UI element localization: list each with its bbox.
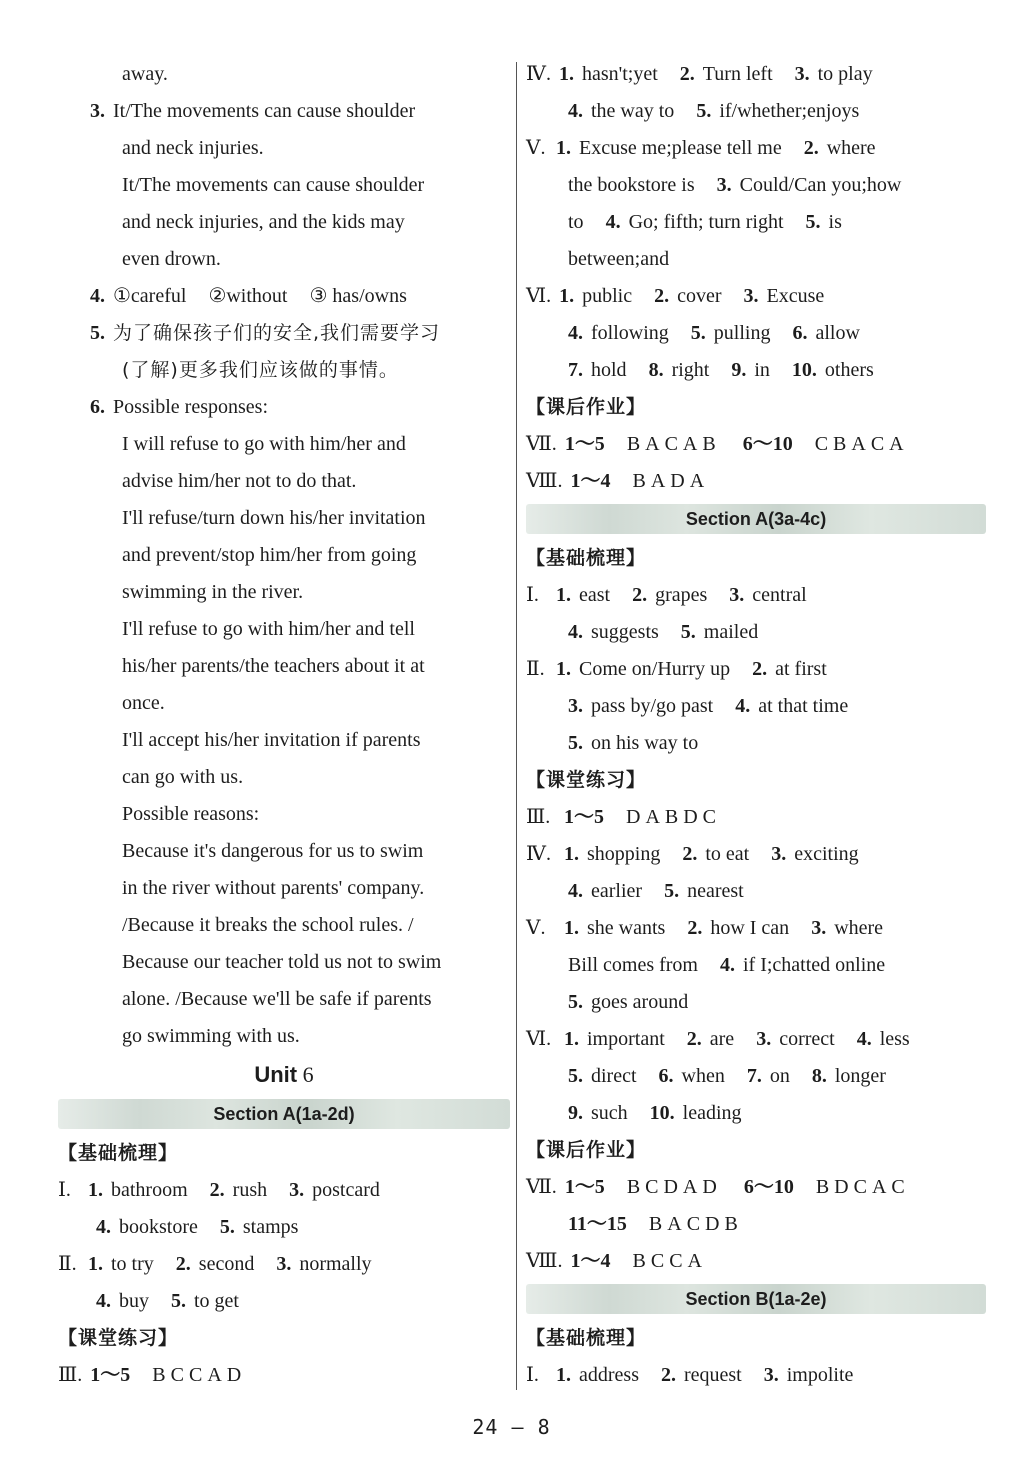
answer-text: Ⅰ. (526, 1364, 539, 1386)
item-number: 2. (209, 1179, 225, 1201)
answer-line (58, 1283, 510, 1320)
item-number: 4. (735, 695, 751, 717)
item-number: 11～15 (568, 1213, 627, 1235)
item-number: 4. (96, 1290, 111, 1312)
item-number: 3. (716, 174, 732, 196)
item-number: 4. (605, 211, 621, 233)
item-number: 1. (559, 285, 575, 307)
answer-line (526, 651, 986, 688)
item-number: 3. (289, 1179, 305, 1201)
item-number: 3. (811, 917, 827, 939)
answer-line (526, 614, 986, 651)
item-number: 5. (696, 100, 712, 122)
item-number: 4. (568, 621, 583, 643)
item-number: 2. (175, 1253, 191, 1275)
answer-text: cover (677, 285, 722, 307)
answer-line: his/her parents/the teachers about it at (122, 655, 425, 677)
answer-text: Bill comes from (568, 954, 698, 976)
answer-line: /Because it breaks the school rules. / (122, 914, 414, 936)
answer-line: I'll refuse to go with him/her and tell (122, 618, 415, 640)
item-number: 4. (856, 1028, 872, 1050)
answer-line (58, 1209, 510, 1246)
answer-text: Section A(1a-2d) (213, 1104, 355, 1124)
section-heading: 【基础梳理】 (526, 547, 647, 569)
answer-line (526, 56, 986, 93)
answer-text: where (826, 137, 876, 159)
answer-line (526, 1021, 986, 1058)
answer-text: stamps (242, 1216, 299, 1238)
answer-text: how I can (710, 917, 790, 939)
item-number: 4. (96, 1216, 111, 1238)
item-number: 1. (88, 1179, 103, 1201)
answer-line: advise him/her not to do that. (122, 470, 357, 492)
answer-line: between;and (568, 248, 670, 270)
answer-line (526, 352, 986, 389)
item-number: 1. (564, 917, 579, 939)
answer-text: less (879, 1028, 910, 1050)
answer-text: right (671, 359, 710, 381)
item-number: 6. (90, 396, 105, 418)
answer-text: shopping (587, 843, 661, 865)
item-number: 6～10 (742, 433, 793, 455)
item-number: 5. (805, 211, 821, 233)
answer-text: to eat (705, 843, 750, 865)
item-number: 3. (90, 100, 105, 122)
answer-line: and neck injuries, and the kids may (122, 211, 405, 233)
item-number: 1. (88, 1253, 103, 1275)
page-number: 24 — 8 (472, 1415, 551, 1439)
item-number: 1. (556, 658, 571, 680)
answer-text: bookstore (119, 1216, 198, 1238)
answer-text: ②without (208, 285, 288, 307)
answer-text: grapes (655, 584, 708, 606)
item-number: 5. (171, 1290, 186, 1312)
answer-text: BACAB (626, 433, 721, 455)
answer-text: BADA (632, 470, 710, 492)
answer-text: Ⅷ. (526, 470, 563, 492)
right-column (526, 56, 986, 1394)
item-number: 7. (568, 359, 583, 381)
answer-text: hasn't;yet (581, 63, 658, 85)
answer-text: 6 (302, 1062, 314, 1087)
section-heading: 【课后作业】 (526, 1139, 647, 1161)
item-number: 3. (771, 843, 787, 865)
answer-text: following (591, 322, 669, 344)
answer-text: Ⅲ. (526, 806, 551, 828)
item-number: 4. (568, 322, 583, 344)
answer-line (526, 836, 986, 873)
answer-text: pulling (713, 322, 771, 344)
answer-text: to (568, 211, 584, 233)
answer-text: mailed (703, 621, 759, 643)
item-number: 1～4 (570, 1250, 611, 1272)
item-number: 1. (556, 137, 571, 159)
answer-line: and neck injuries. (122, 137, 264, 159)
item-number: 3. (743, 285, 759, 307)
item-number: Unit (254, 1062, 298, 1087)
answer-line (526, 1058, 986, 1095)
answer-line (526, 1243, 986, 1280)
answer-line (526, 799, 986, 836)
answer-text: Ⅴ. (526, 137, 546, 159)
item-number: 4. (719, 954, 735, 976)
answer-text: if/whether;enjoys (719, 100, 860, 122)
left-column (58, 56, 510, 1394)
section-banner (526, 1284, 986, 1314)
answer-text: ①careful (113, 285, 187, 307)
section-heading: 【基础梳理】 (58, 1142, 179, 1164)
answer-text: Ⅵ. (526, 285, 552, 307)
answer-text: Excuse me;please tell me (579, 137, 782, 159)
answer-text: normally (299, 1253, 372, 1275)
answer-text: second (198, 1253, 255, 1275)
answer-text: Ⅰ. (58, 1179, 71, 1201)
answer-text: Could/Can you;how (739, 174, 902, 196)
item-number: 2. (632, 584, 648, 606)
answer-text: exciting (794, 843, 859, 865)
answer-line (58, 1246, 510, 1283)
column-divider (516, 62, 517, 1390)
answer-line: alone. /Because we'll be safe if parents (122, 988, 432, 1010)
item-number: 1. (558, 63, 574, 85)
item-number: 5. (690, 322, 706, 344)
answer-line (526, 426, 986, 463)
answer-text: Ⅳ. (526, 843, 551, 865)
item-number: 5. (568, 991, 583, 1013)
answer-line: go swimming with us. (122, 1025, 300, 1047)
answer-text: buy (119, 1290, 149, 1312)
answer-text: DABDC (626, 806, 722, 828)
answer-text: on his way to (591, 732, 699, 754)
answer-line: Possible reasons: (122, 803, 260, 825)
answer-text: Go; fifth; turn right (628, 211, 784, 233)
answer-line: It/The movements can cause shoulder (122, 174, 425, 196)
item-number: 1. (556, 1364, 571, 1386)
section-heading: 【课后作业】 (526, 396, 647, 418)
item-number: 4. (568, 880, 583, 902)
answer-text: the way to (591, 100, 675, 122)
answer-text: on (769, 1065, 790, 1087)
answer-line (526, 315, 986, 352)
answer-text: postcard (312, 1179, 380, 1201)
section-banner (526, 504, 986, 534)
answer-text: It/The movements can cause shoulder (113, 100, 416, 122)
answer-line (526, 167, 986, 204)
answer-text: Ⅷ. (526, 1250, 563, 1272)
answer-text: earlier (591, 880, 643, 902)
item-number: 1～5 (564, 806, 604, 828)
answer-text: in (754, 359, 770, 381)
item-number: 1～4 (570, 470, 611, 492)
answer-text: important (587, 1028, 665, 1050)
item-number: 3. (729, 584, 745, 606)
answer-line (526, 577, 986, 614)
answer-text: BDCAC (815, 1176, 910, 1198)
item-number: 8. (811, 1065, 827, 1087)
answer-text: where (834, 917, 884, 939)
item-number: 3. (568, 695, 583, 717)
answer-line: I will refuse to go with him/her and (122, 433, 406, 455)
answer-line: Because it's dangerous for us to swim (122, 840, 424, 862)
answer-line (58, 315, 510, 352)
answer-text: hold (591, 359, 627, 381)
item-number: 4. (568, 100, 583, 122)
answer-text: Ⅴ. (526, 917, 546, 939)
answer-text: Ⅲ. (58, 1364, 83, 1386)
answer-line (58, 1172, 510, 1209)
item-number: 2. (679, 63, 695, 85)
answer-line: can go with us. (122, 766, 244, 788)
answer-line: away. (122, 63, 168, 85)
answer-text: BCCA (632, 1250, 707, 1272)
answer-line (526, 873, 986, 910)
answer-text: correct (779, 1028, 835, 1050)
section-heading: 【课堂练习】 (526, 769, 647, 791)
item-number: 1～5 (90, 1364, 131, 1386)
answer-line: in the river without parents' company. (122, 877, 425, 899)
item-number: 4. (90, 285, 105, 307)
answer-text: bathroom (111, 1179, 188, 1201)
answer-text: Ⅶ. (526, 1176, 557, 1198)
item-number: 7. (746, 1065, 762, 1087)
item-number: 6～10 (743, 1176, 794, 1198)
answer-text: central (752, 584, 807, 606)
answer-text: she wants (587, 917, 666, 939)
item-number: 2. (660, 1364, 676, 1386)
answer-line (526, 463, 986, 500)
answer-text: allow (815, 322, 860, 344)
answer-text: rush (232, 1179, 268, 1201)
answer-text: Section A(3a-4c) (685, 509, 827, 529)
answer-text: Ⅱ. (526, 658, 545, 680)
item-number: 3. (794, 63, 810, 85)
item-number: 2. (687, 917, 703, 939)
item-number: 2. (686, 1028, 702, 1050)
answer-text: at that time (758, 695, 849, 717)
answer-text: BCDAD (626, 1176, 722, 1198)
answer-text: 为了确保孩子们的安全,我们需要学习 (113, 322, 441, 344)
item-number: 1～5 (564, 1176, 605, 1198)
answer-text: Ⅰ. (526, 584, 539, 606)
item-number: 1. (564, 1028, 579, 1050)
answer-text: Ⅶ. (526, 433, 557, 455)
answer-line: swimming in the river. (122, 581, 304, 603)
answer-line (526, 1169, 986, 1206)
answer-line (526, 984, 986, 1021)
answer-text: CBACA (814, 433, 909, 455)
answer-text: BCCAD (152, 1364, 247, 1386)
answer-text: impolite (786, 1364, 854, 1386)
answer-text: request (683, 1364, 742, 1386)
answer-line: I'll refuse/turn down his/her invitation (122, 507, 426, 529)
answer-line (526, 130, 986, 167)
item-number: 10. (791, 359, 817, 381)
item-number: 1～5 (564, 433, 605, 455)
answer-text: goes around (591, 991, 689, 1013)
answer-text: Turn left (702, 63, 773, 85)
item-number: 2. (682, 843, 698, 865)
answer-line (58, 1357, 510, 1394)
answer-text: BACDB (648, 1213, 743, 1235)
answer-text: Possible responses: (113, 396, 268, 418)
item-number: 5. (568, 1065, 583, 1087)
answer-line (58, 389, 510, 426)
answer-line: even drown. (122, 248, 221, 270)
answer-line: once. (122, 692, 165, 714)
answer-text: suggests (591, 621, 659, 643)
item-number: 1. (564, 843, 579, 865)
item-number: 5. (680, 621, 696, 643)
answer-text: direct (591, 1065, 637, 1087)
answer-line (526, 204, 986, 241)
answer-line (526, 1357, 986, 1394)
item-number: 5. (219, 1216, 235, 1238)
answer-line (526, 910, 986, 947)
answer-line (526, 688, 986, 725)
answer-text: east (579, 584, 611, 606)
section-heading: 【基础梳理】 (526, 1327, 647, 1349)
item-number: 5. (90, 322, 105, 344)
item-number: 3. (763, 1364, 779, 1386)
answer-line (58, 93, 510, 130)
answer-text: Ⅱ. (58, 1253, 77, 1275)
answer-text: is (828, 211, 842, 233)
item-number: 2. (803, 137, 819, 159)
answer-text: such (591, 1102, 628, 1124)
answer-text: address (579, 1364, 639, 1386)
answer-line (526, 1095, 986, 1132)
item-number: 1. (556, 584, 571, 606)
answer-text: Ⅵ. (526, 1028, 552, 1050)
answer-line (526, 1206, 986, 1243)
answer-line: and prevent/stop him/her from going (122, 544, 417, 566)
answer-text: longer (834, 1065, 886, 1087)
item-number: 6. (658, 1065, 674, 1087)
answer-text: nearest (687, 880, 744, 902)
answer-text: to get (194, 1290, 239, 1312)
answer-line: I'll accept his/her invitation if parents (122, 729, 421, 751)
answer-text: others (824, 359, 874, 381)
answer-text: are (709, 1028, 735, 1050)
answer-text: public (582, 285, 633, 307)
answer-text: to play (817, 63, 873, 85)
section-heading: 【课堂练习】 (58, 1327, 179, 1349)
answer-text: the bookstore is (568, 174, 695, 196)
answer-text: when (681, 1065, 725, 1087)
answer-text: at first (775, 658, 827, 680)
answer-text: if I;chatted online (742, 954, 886, 976)
item-number: 10. (649, 1102, 675, 1124)
answer-line (526, 93, 986, 130)
answer-text: Come on/Hurry up (579, 658, 731, 680)
item-number: 6. (792, 322, 808, 344)
answer-line (526, 947, 986, 984)
answer-text: Section B(1a-2e) (685, 1289, 827, 1309)
item-number: 3. (756, 1028, 772, 1050)
answer-line: Because our teacher told us not to swim (122, 951, 442, 973)
item-number: 9. (731, 359, 747, 381)
answer-line (526, 725, 986, 762)
answer-text: Excuse (766, 285, 825, 307)
unit-title (58, 1055, 510, 1095)
section-banner (58, 1099, 510, 1129)
answer-text: leading (682, 1102, 742, 1124)
answer-text: pass by/go past (591, 695, 714, 717)
answer-line (58, 278, 510, 315)
item-number: 3. (276, 1253, 292, 1275)
item-number: 2. (654, 285, 670, 307)
answer-text: ③ has/owns (309, 285, 407, 307)
answer-text: Ⅳ. (526, 63, 551, 85)
item-number: 5. (664, 880, 680, 902)
answer-line: (了解)更多我们应该做的事情。 (122, 359, 399, 381)
item-number: 2. (752, 658, 768, 680)
answer-line (526, 278, 986, 315)
item-number: 8. (648, 359, 664, 381)
item-number: 9. (568, 1102, 583, 1124)
item-number: 5. (568, 732, 583, 754)
answer-text: to try (111, 1253, 154, 1275)
